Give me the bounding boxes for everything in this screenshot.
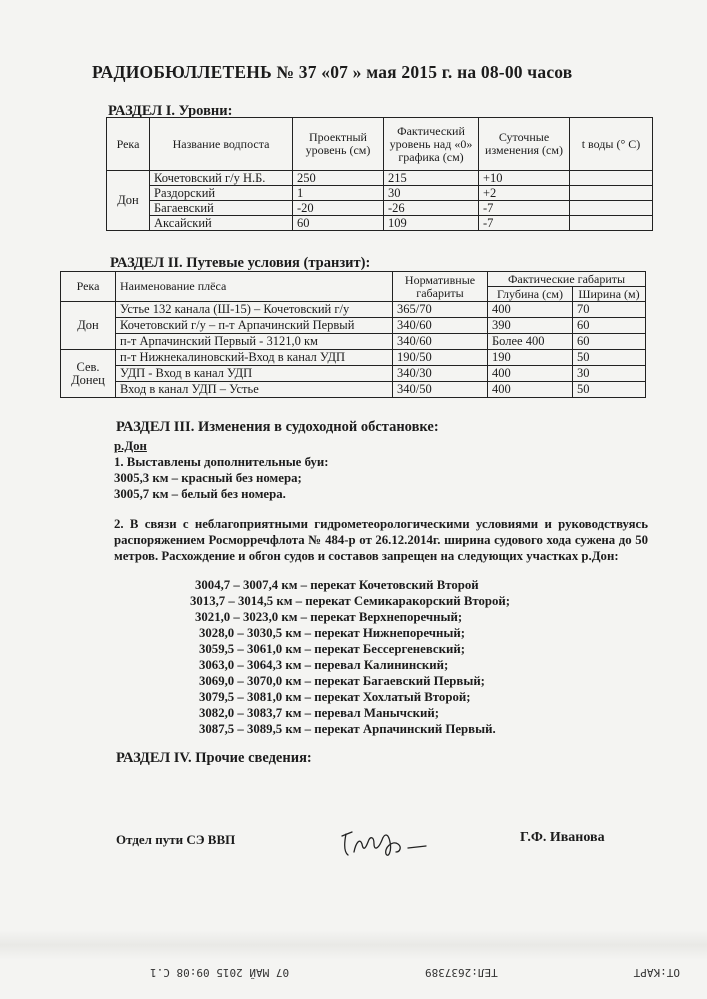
river-cell: Дон [107,171,150,231]
river-cell: Сев. Донец [61,350,116,398]
fact-cell: 215 [384,171,479,186]
list-item: 3059,5 – 3061,0 км – перекат Бессергеневский; [199,642,465,656]
table-row [107,201,653,216]
fact-cell: 30 [384,186,479,201]
norm-cell: 340/50 [393,382,488,398]
width-cell: 50 [573,382,646,398]
list-item: 3087,5 – 3089,5 км – перекат Арпачинский Первый. [199,722,496,736]
project-cell: 1 [293,186,384,201]
width-cell: 70 [573,302,646,318]
col-daily-change: Суточные изменения (см) [479,118,570,171]
col-actual-level: Фактический уровень над «0» графика (см) [384,118,479,171]
norm-cell: 340/60 [393,334,488,350]
depth-cell: 390 [488,318,573,334]
handwritten-signature [338,822,433,862]
levels-table [106,117,653,231]
change-cell: +2 [479,186,570,201]
river-cell: Дон [61,302,116,350]
width-cell: 30 [573,366,646,382]
levels-header-row [107,118,653,171]
fact-cell: 109 [384,216,479,231]
col-stretch: Наименование плёса [116,272,393,302]
norm-cell: 190/50 [393,350,488,366]
scan-artifact [0,930,707,960]
route-conditions-table [60,271,646,398]
change-cell: -7 [479,201,570,216]
department-label: Отдел пути СЭ ВВП [116,832,236,847]
table-row [61,318,646,334]
stretch-cell: Кочетовский г/у – п-т Арпачинский Первый [116,318,393,334]
section1-heading: РАЗДЕЛ I. Уровни: [108,103,233,119]
width-cell: 60 [573,318,646,334]
post-cell: Кочетовский г/у Н.Б. [150,171,293,186]
temp-cell [570,186,653,201]
list-item: 3063,0 – 3064,3 км – перевал Калининский; [199,658,449,672]
change-cell: -7 [479,216,570,231]
project-cell: 60 [293,216,384,231]
stretch-cell: Устье 132 канала (Ш-15) – Кочетовский г/у [116,302,393,318]
col-width: Ширина (м) [573,287,646,302]
fact-cell: -26 [384,201,479,216]
fax-date: 07 МАЙ 2015 09:08 С.1 [150,966,290,979]
section3-heading: РАЗДЕЛ III. Изменения в судоходной обстановке: [116,419,439,435]
list-item: 3069,0 – 3070,0 км – перекат Багаевский Первый; [199,674,485,688]
project-cell: 250 [293,171,384,186]
col-water-temp: t воды (° С) [570,118,653,171]
depth-cell: 400 [488,382,573,398]
fax-tel: ТЕЛ:2637389 [424,966,498,979]
col-river: Река [61,272,116,302]
section2-heading: РАЗДЕЛ II. Путевые условия (транзит): [110,255,371,271]
stretch-cell: п-т Нижнекалиновский-Вход в канал УДП [116,350,393,366]
signer-name: Г.Ф. Иванова [520,830,605,845]
table-row [107,186,653,201]
buoy-line: 3005,7 км – белый без номера. [114,487,286,501]
col-project-level: Проектный уровень (см) [293,118,384,171]
project-cell: -20 [293,201,384,216]
col-depth: Глубина (см) [488,287,573,302]
table-row [61,334,646,350]
table-row [61,366,646,382]
post-cell: Аксайский [150,216,293,231]
width-cell: 60 [573,334,646,350]
width-cell: 50 [573,350,646,366]
col-actual: Фактические габариты [488,272,646,287]
list-item: 3079,5 – 3081,0 км – перекат Хохлатый Второй; [199,690,471,704]
table-row [61,302,646,318]
list-item: 3021,0 – 3023,0 км – перекат Верхнепоречный; [195,610,463,624]
fax-from: ОТ:КАРТ [633,966,680,979]
temp-cell [570,216,653,231]
norm-cell: 340/30 [393,366,488,382]
stretch-cell: п-т Арпачинский Первый - 3121,0 км [116,334,393,350]
item1-text: 1. Выставлены дополнительные буи: [114,455,329,469]
depth-cell: Более 400 [488,334,573,350]
item2-text: 2. В связи с неблагоприятными гидрометеорологическими условиями и руководствуясь распоряжением Росморречфлота № 484-р от 26.12.2014г. ширина судового хода сужена до 50 метров. Расхождение и обгон судов и составов запрещен на следующих участках р.Дон: [114,517,648,563]
depth-cell: 400 [488,366,573,382]
stretch-cell: Вход в канал УДП – Устье [116,382,393,398]
col-river: Река [107,118,150,171]
table-row [61,382,646,398]
table-row [107,171,653,186]
list-item: 3028,0 – 3030,5 км – перекат Нижнепоречный; [199,626,465,640]
buoy-line: 3005,3 км – красный без номера; [114,471,302,485]
norm-cell: 340/60 [393,318,488,334]
depth-cell: 400 [488,302,573,318]
norm-cell: 365/70 [393,302,488,318]
list-item: 3013,7 – 3014,5 км – перекат Семикаракорский Второй; [190,594,511,608]
stretch-cell: УДП - Вход в канал УДП [116,366,393,382]
table-row [107,216,653,231]
post-cell: Раздорский [150,186,293,201]
table-row [61,350,646,366]
temp-cell [570,171,653,186]
river-label: р.Дон [114,439,147,453]
page-title: РАДИОБЮЛЛЕТЕНЬ № 37 «07 » мая 2015 г. на 08-00 часов [92,62,573,82]
change-cell: +10 [479,171,570,186]
fax-header [150,966,680,979]
depth-cell: 190 [488,350,573,366]
list-item: 3082,0 – 3083,7 км – перевал Манычский; [199,706,440,720]
col-norm: Нормативные габариты [393,272,488,302]
col-post: Название водпоста [150,118,293,171]
list-item: 3004,7 – 3007,4 км – перекат Кочетовский Второй [195,578,479,592]
route-header-row [61,272,646,287]
temp-cell [570,201,653,216]
post-cell: Багаевский [150,201,293,216]
section4-heading: РАЗДЕЛ IV. Прочие сведения: [116,750,312,766]
